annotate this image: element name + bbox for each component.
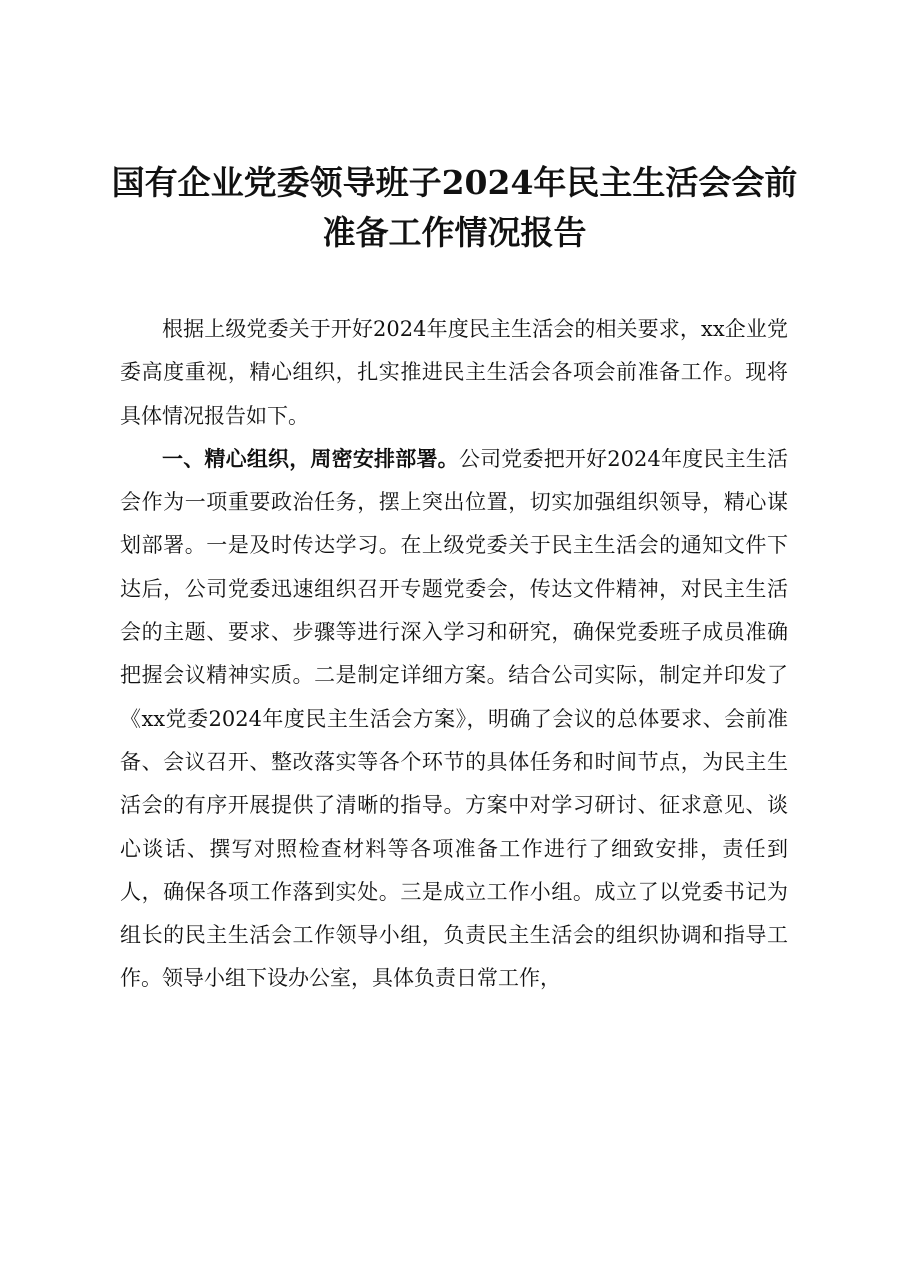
- section-1-paragraph: [120, 438, 788, 1001]
- document-body: [120, 308, 788, 1001]
- intro-paragraph: 根据上级党委关于开好2024年度民主生活会的相关要求，xx企业党委高度重视，精心组织，扎实推进民主生活会各项会前准备工作。现将具体情况报告如下。: [120, 317, 788, 428]
- title-line-1: 国有企业党委领导班子2024年民主生活会会前: [111, 163, 798, 202]
- document-title: [100, 158, 809, 258]
- section-1-heading: 一、精心组织，周密安排部署。: [162, 446, 459, 471]
- section-1-text: 公司党委把开好2024年度民主生活会作为一项重要政治任务，摆上突出位置，切实加强组织领导，精心谋划部署。一是及时传达学习。在上级党委关于民主生活会的通知文件下达后，公司党委迅速组织召开专题党委会，传达文件精神，对民主生活会的主题、要求、步骤等进行深入学习和研究，确保党委班子成员准确把握会议精神实质。二是制定详细方案。结合公司实际，制定并印发了《xx党委2024年度民主生活会方案》，明确了会议的总体要求、会前准备、会议召开、整改落实等各个环节的具体任务和时间节点，为民主生活会的有序开展提供了清晰的指导。方案中对学习研讨、征求意见、谈心谈话、撰写对照检查材料等各项准备工作进行了细致安排，责任到人，确保各项工作落到实处。三是成立工作小组。成立了以党委书记为组长的民主生活会工作领导小组，负责民主生活会的组织协调和指导工作。领导小组下设办公室，具体负责日常工作，: [120, 446, 788, 991]
- title-line-2: 准备工作情况报告: [322, 213, 587, 252]
